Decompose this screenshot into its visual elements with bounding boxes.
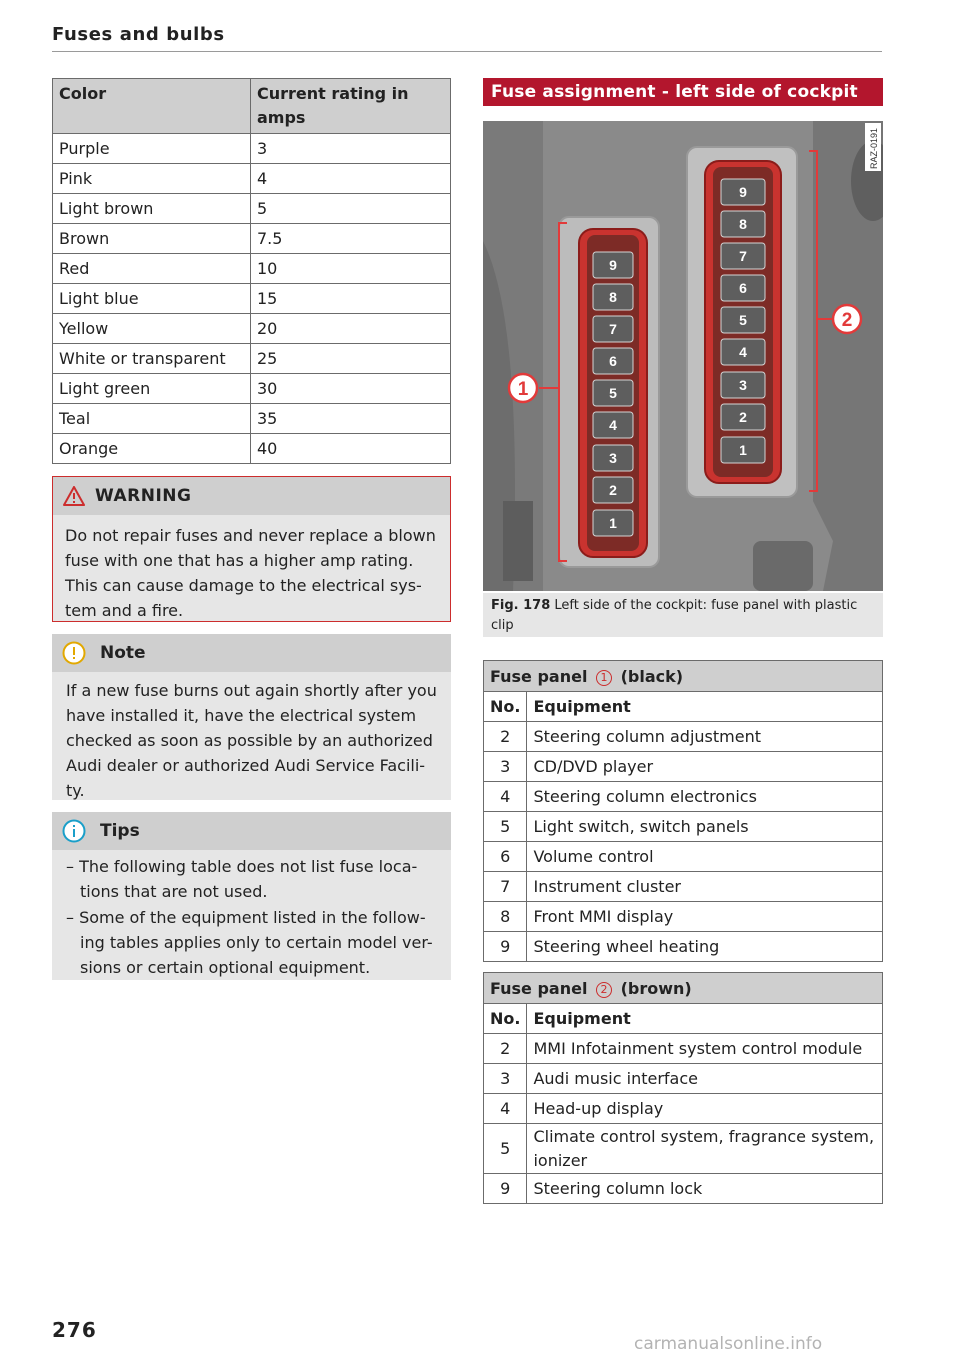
amps-cell: 15: [251, 284, 451, 314]
amps-cell: 20: [251, 314, 451, 344]
table-row: 6 Volume control: [484, 842, 883, 872]
color-cell: Yellow: [53, 314, 251, 344]
column-header-color: Color: [53, 79, 251, 134]
table-row: 5 Climate control system, fragrance system, ionizer: [484, 1124, 883, 1174]
column-header-equipment: Equipment: [527, 1004, 883, 1034]
color-cell: Light blue: [53, 284, 251, 314]
amps-cell: 3: [251, 134, 451, 164]
table-row: 3 Audi music interface: [484, 1064, 883, 1094]
panel2-slot-label: 8: [739, 216, 747, 232]
note-title: Note: [100, 643, 146, 663]
note-box: [52, 634, 451, 800]
panel1-slot-label: 8: [609, 289, 617, 305]
table-row: 2 MMI Infotainment system control module: [484, 1034, 883, 1064]
panel1-slot-label: 6: [609, 353, 617, 369]
panel1-number-badge: 1: [596, 670, 612, 686]
color-cell: Red: [53, 254, 251, 284]
table-row: 9 Steering column lock: [484, 1174, 883, 1204]
table-header-row: [484, 692, 883, 722]
table-row: [53, 314, 451, 344]
table-header-row: [53, 79, 451, 134]
column-header-current-rating: Current rating in amps: [251, 79, 451, 134]
column-header-equipment: Equipment: [527, 692, 883, 722]
table-row: [53, 134, 451, 164]
fuse-panel-2-table: [483, 972, 883, 1204]
table-row: 3 CD/DVD player: [484, 752, 883, 782]
panel1-table-title: Fuse panel 1 (black): [484, 661, 883, 692]
color-cell: Orange: [53, 434, 251, 464]
amps-cell: 35: [251, 404, 451, 434]
table-row: [53, 344, 451, 374]
panel2-table-title: Fuse panel 2 (brown): [484, 973, 883, 1004]
color-cell: Teal: [53, 404, 251, 434]
column-header-no: No.: [484, 1004, 527, 1034]
color-cell: Light green: [53, 374, 251, 404]
panel2-slot-label: 6: [739, 280, 747, 296]
table-row: [53, 434, 451, 464]
table-row: [53, 374, 451, 404]
panel2-slot-label: 5: [739, 312, 747, 328]
warning-text: Do not repair fuses and never replace a blown fuse with one that has a higher amp rating. This can cause damage to the electrical sys-tem and a fire.: [65, 526, 436, 620]
amps-cell: 25: [251, 344, 451, 374]
amps-cell: 30: [251, 374, 451, 404]
panel1-slot-label: 2: [609, 482, 617, 498]
color-cell: Brown: [53, 224, 251, 254]
fuse-color-rating-table: [52, 78, 451, 464]
panel2-slot-label: 2: [739, 409, 747, 425]
panel1-slot-label: 5: [609, 385, 617, 401]
tips-box: [52, 812, 451, 980]
info-circle-icon: [62, 819, 86, 843]
fuse-panel-1-table: [483, 660, 883, 962]
caption-label: Fig. 178: [491, 598, 551, 613]
list-item: – The following table does not list fuse loca-tions that are not used.: [66, 857, 418, 901]
table-row: [53, 164, 451, 194]
color-cell: Purple: [53, 134, 251, 164]
watermark-text: carmanualsonline.info: [634, 1334, 823, 1354]
panel2-slot-label: 4: [739, 344, 747, 360]
figure-caption: [483, 593, 883, 637]
page-header-title: Fuses and bulbs: [52, 24, 225, 45]
table-row: 8 Front MMI display: [484, 902, 883, 932]
panel2-slot-label: 9: [739, 184, 747, 200]
panel1-slot-label: 4: [609, 417, 617, 433]
panel1-slot-label: 7: [609, 321, 617, 337]
column-header-no: No.: [484, 692, 527, 722]
list-item: – Some of the equipment listed in the follow-ing tables applies only to certain model ver-sions or certain optional equipment.: [66, 908, 433, 977]
table-row: [53, 284, 451, 314]
amps-cell: 10: [251, 254, 451, 284]
warning-header: [53, 477, 450, 515]
figure-code: RAZ-0191: [869, 127, 879, 169]
callout-1-label: 1: [517, 379, 529, 400]
exclamation-circle-icon: [62, 641, 86, 665]
tips-title: Tips: [100, 821, 140, 841]
caption-text: Left side of the cockpit: fuse panel with plastic clip: [491, 598, 858, 633]
header-divider: [52, 51, 882, 52]
panel2-number-badge: 2: [596, 982, 612, 998]
callout-2-label: 2: [841, 310, 853, 331]
table-row: 2 Steering column adjustment: [484, 722, 883, 752]
color-cell: White or transparent: [53, 344, 251, 374]
table-row: 4 Head-up display: [484, 1094, 883, 1124]
warning-triangle-icon: [63, 486, 85, 506]
table-row: [53, 254, 451, 284]
table-row: 4 Steering column electronics: [484, 782, 883, 812]
page-number: 276: [52, 1318, 97, 1342]
panel2-slot-label: 1: [739, 442, 747, 458]
color-cell: Pink: [53, 164, 251, 194]
warning-box: [52, 476, 451, 622]
amps-cell: 4: [251, 164, 451, 194]
amps-cell: 5: [251, 194, 451, 224]
section-title: Fuse assignment - left side of cockpit: [483, 78, 883, 106]
tips-header: [52, 812, 451, 850]
panel1-slot-label: 1: [609, 515, 617, 531]
panel2-slot-label: 7: [739, 248, 747, 264]
fuse-panel-illustration: [483, 121, 883, 591]
amps-cell: 7.5: [251, 224, 451, 254]
table-row: [53, 194, 451, 224]
color-cell: Light brown: [53, 194, 251, 224]
amps-cell: 40: [251, 434, 451, 464]
table-row: [53, 224, 451, 254]
table-row: 5 Light switch, switch panels: [484, 812, 883, 842]
panel1-slot-label: 9: [609, 257, 617, 273]
warning-title: WARNING: [95, 486, 192, 506]
table-header-row: [484, 1004, 883, 1034]
table-row: [53, 404, 451, 434]
table-row: 7 Instrument cluster: [484, 872, 883, 902]
note-header: [52, 634, 451, 672]
table-row: 9 Steering wheel heating: [484, 932, 883, 962]
fuse-panel-figure: [483, 121, 883, 591]
panel1-slot-label: 3: [609, 450, 617, 466]
note-text: If a new fuse burns out again shortly after you have installed it, have the electrical system checked as soon as possible by an authorized Audi dealer or authorized Audi Service Facili-ty.: [66, 681, 437, 800]
tips-list: [52, 850, 451, 980]
panel2-slot-label: 3: [739, 377, 747, 393]
